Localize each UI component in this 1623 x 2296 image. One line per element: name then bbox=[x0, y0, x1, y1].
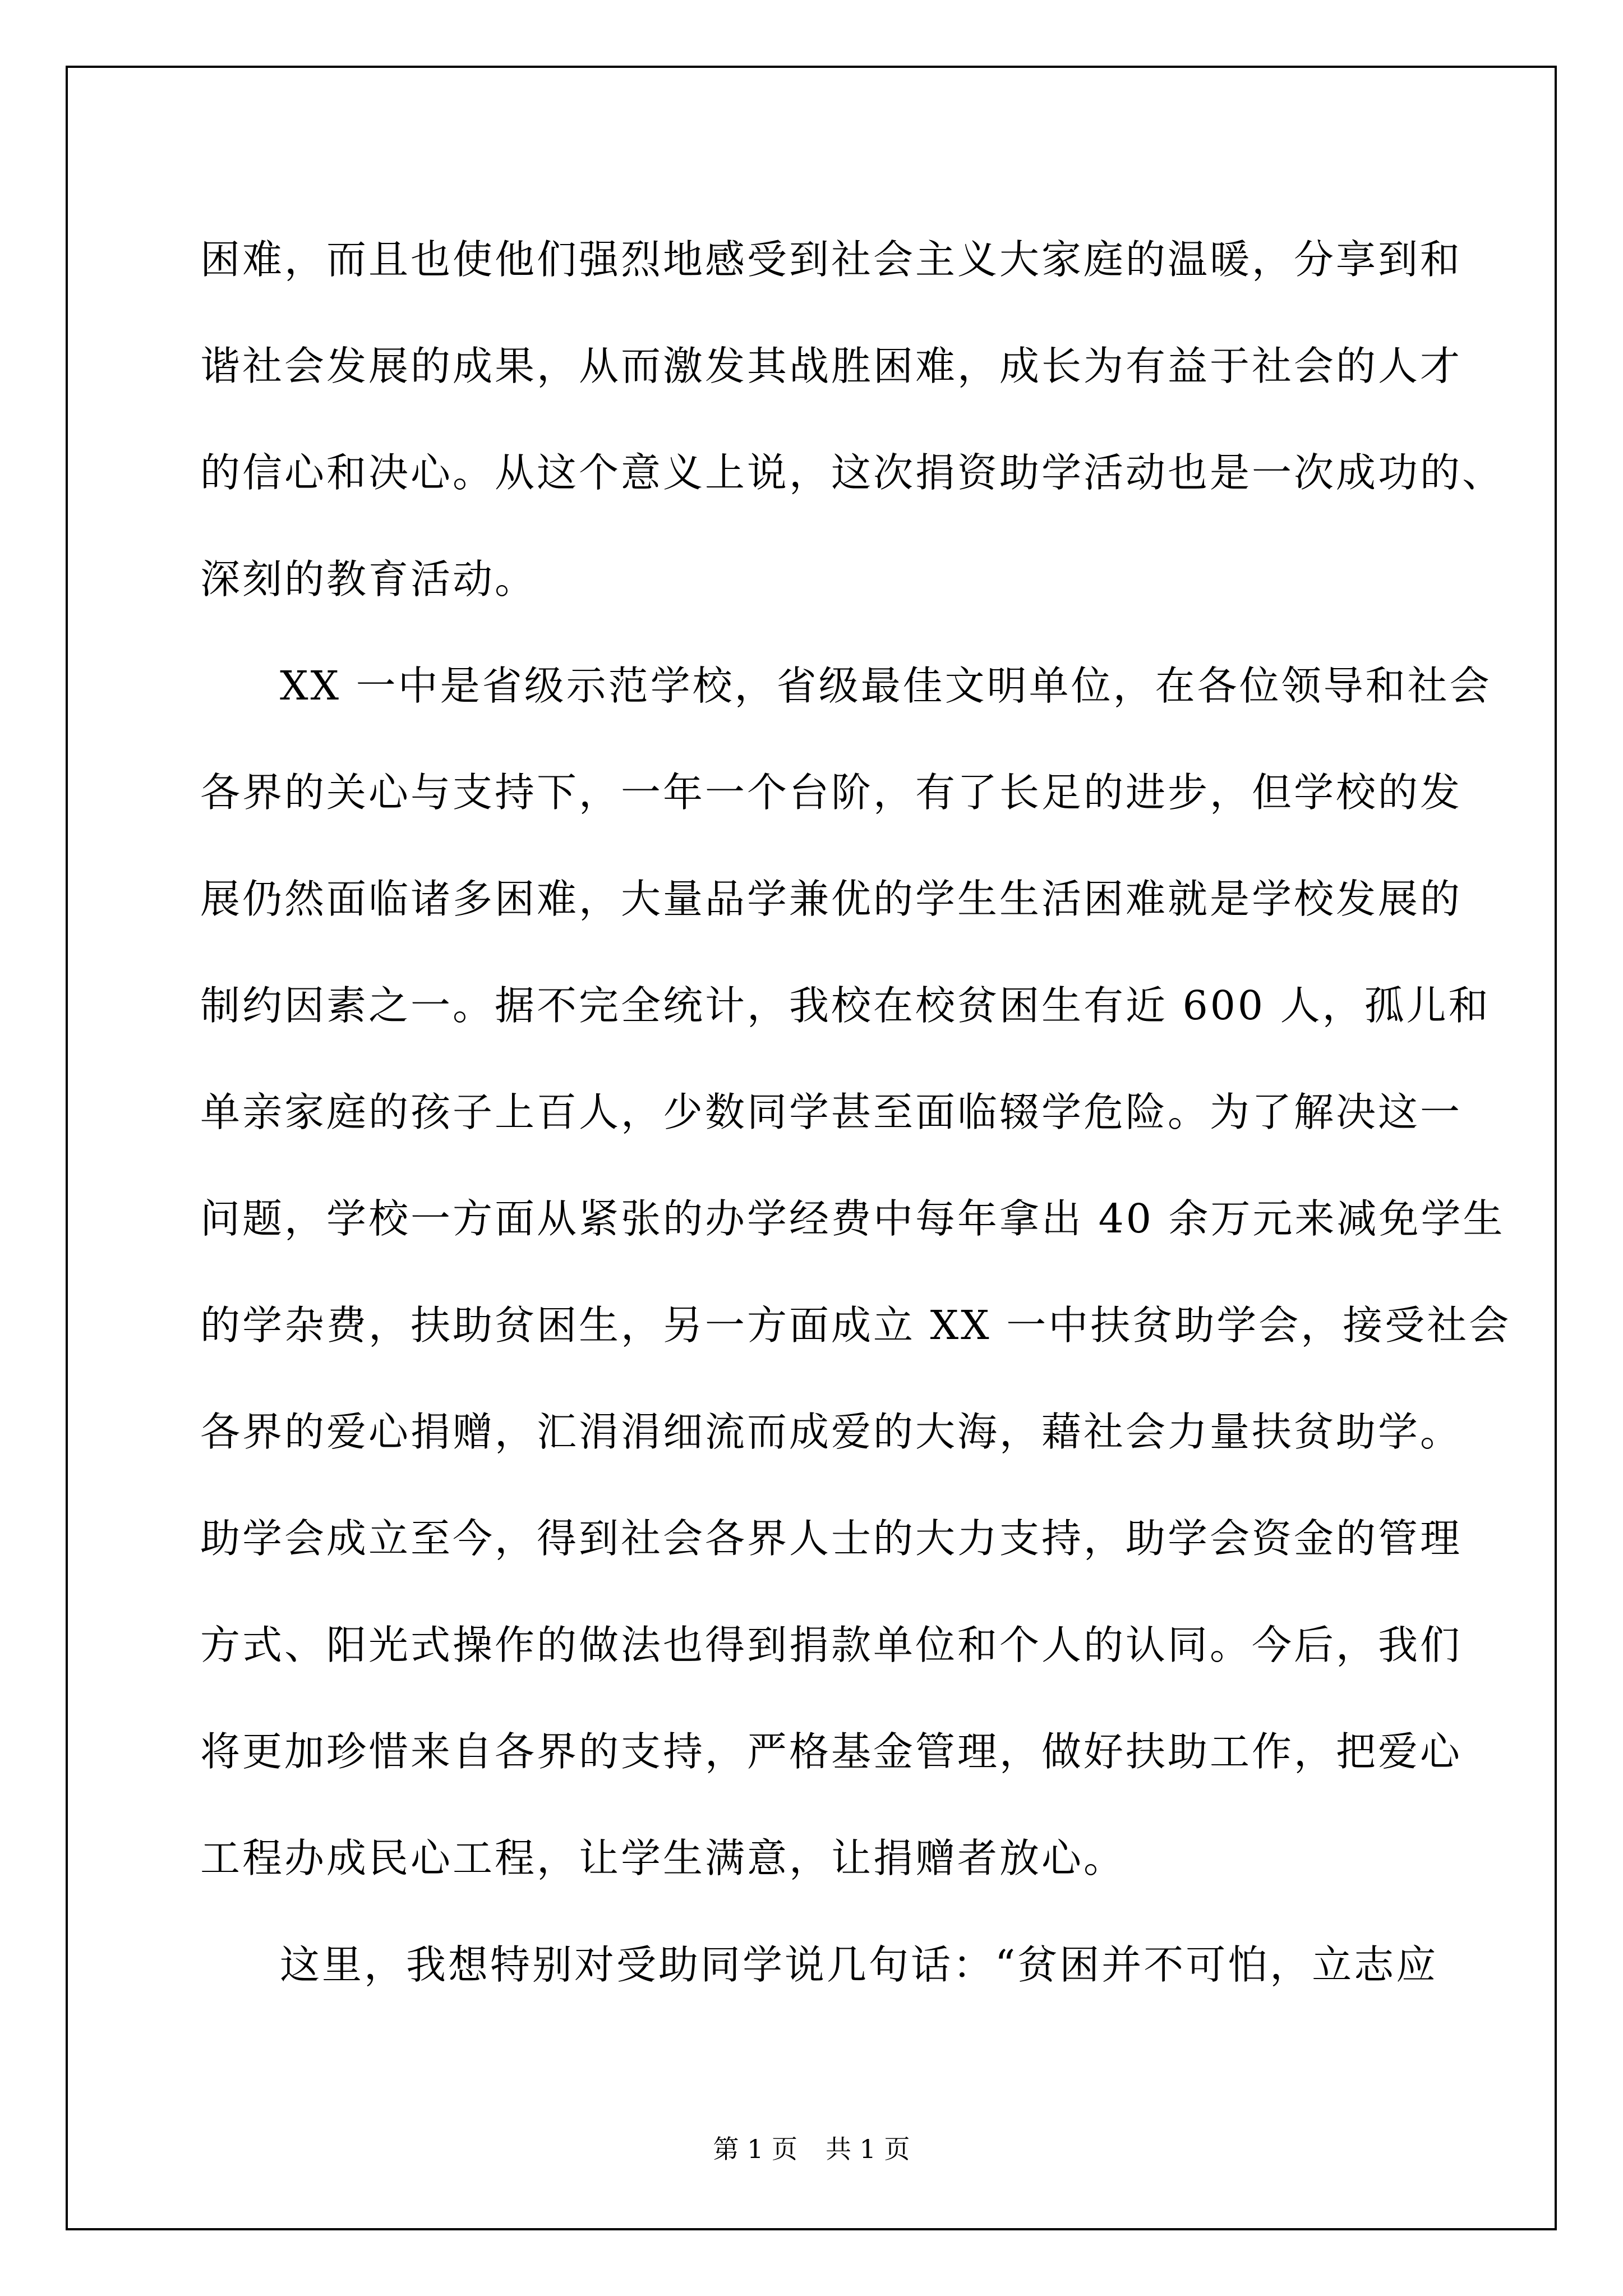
page-footer bbox=[0, 2129, 1623, 2166]
text-line: 深刻的教育活动。 bbox=[200, 556, 537, 602]
text-line: 单亲家庭的孩子上百人，少数同学甚至面临辍学危险。为了解决这一 bbox=[200, 1089, 1463, 1135]
text-line: 各界的爱心捐赠，汇涓涓细流而成爱的大海，藉社会力量扶贫助学。 bbox=[200, 1409, 1463, 1455]
page-total: 共 1 页 bbox=[826, 2134, 910, 2164]
text-line: 困难，而且也使他们强烈地感受到社会主义大家庭的温暖，分享到和 bbox=[200, 236, 1463, 283]
text-line: 助学会成立至今，得到社会各界人士的大力支持，助学会资金的管理 bbox=[200, 1515, 1463, 1562]
text-line: 将更加珍惜来自各界的支持，严格基金管理，做好扶助工作，把爱心 bbox=[200, 1728, 1463, 1775]
text-line: 工程办成民心工程，让学生满意，让捐赠者放心。 bbox=[200, 1835, 1126, 1881]
text-line: 各界的关心与支持下，一年一个台阶，有了长足的进步，但学校的发 bbox=[200, 769, 1463, 816]
paragraph-start-line: XX 一中是省级示范学校，省级最佳文明单位，在各位领导和社会 bbox=[280, 662, 1492, 709]
text-line: 的学杂费，扶助贫困生，另一方面成立 XX 一中扶贫助学会，接受社会 bbox=[200, 1302, 1511, 1349]
text-line: 的信心和决心。从这个意义上说，这次捐资助学活动也是一次成功的、 bbox=[200, 449, 1505, 496]
text-line: 方式、阳光式操作的做法也得到捐款单位和个人的认同。今后，我们 bbox=[200, 1622, 1463, 1668]
text-line: 制约因素之一。据不完全统计，我校在校贫困生有近 600 人，孤儿和 bbox=[200, 982, 1491, 1029]
text-line: 问题，学校一方面从紧张的办学经费中每年拿出 40 余万元来减免学生 bbox=[200, 1195, 1505, 1242]
page-number: 第 1 页 bbox=[713, 2134, 797, 2164]
document-body bbox=[200, 206, 1511, 2018]
text-line: 展仍然面临诸多困难，大量品学兼优的学生生活困难就是学校发展的 bbox=[200, 876, 1463, 922]
paragraph-start-line: 这里，我想特别对受助同学说几句话：“贫困并不可怕，立志应 bbox=[280, 1941, 1438, 1988]
text-line: 谐社会发展的成果，从而激发其战胜困难，成长为有益于社会的人才 bbox=[200, 343, 1463, 389]
